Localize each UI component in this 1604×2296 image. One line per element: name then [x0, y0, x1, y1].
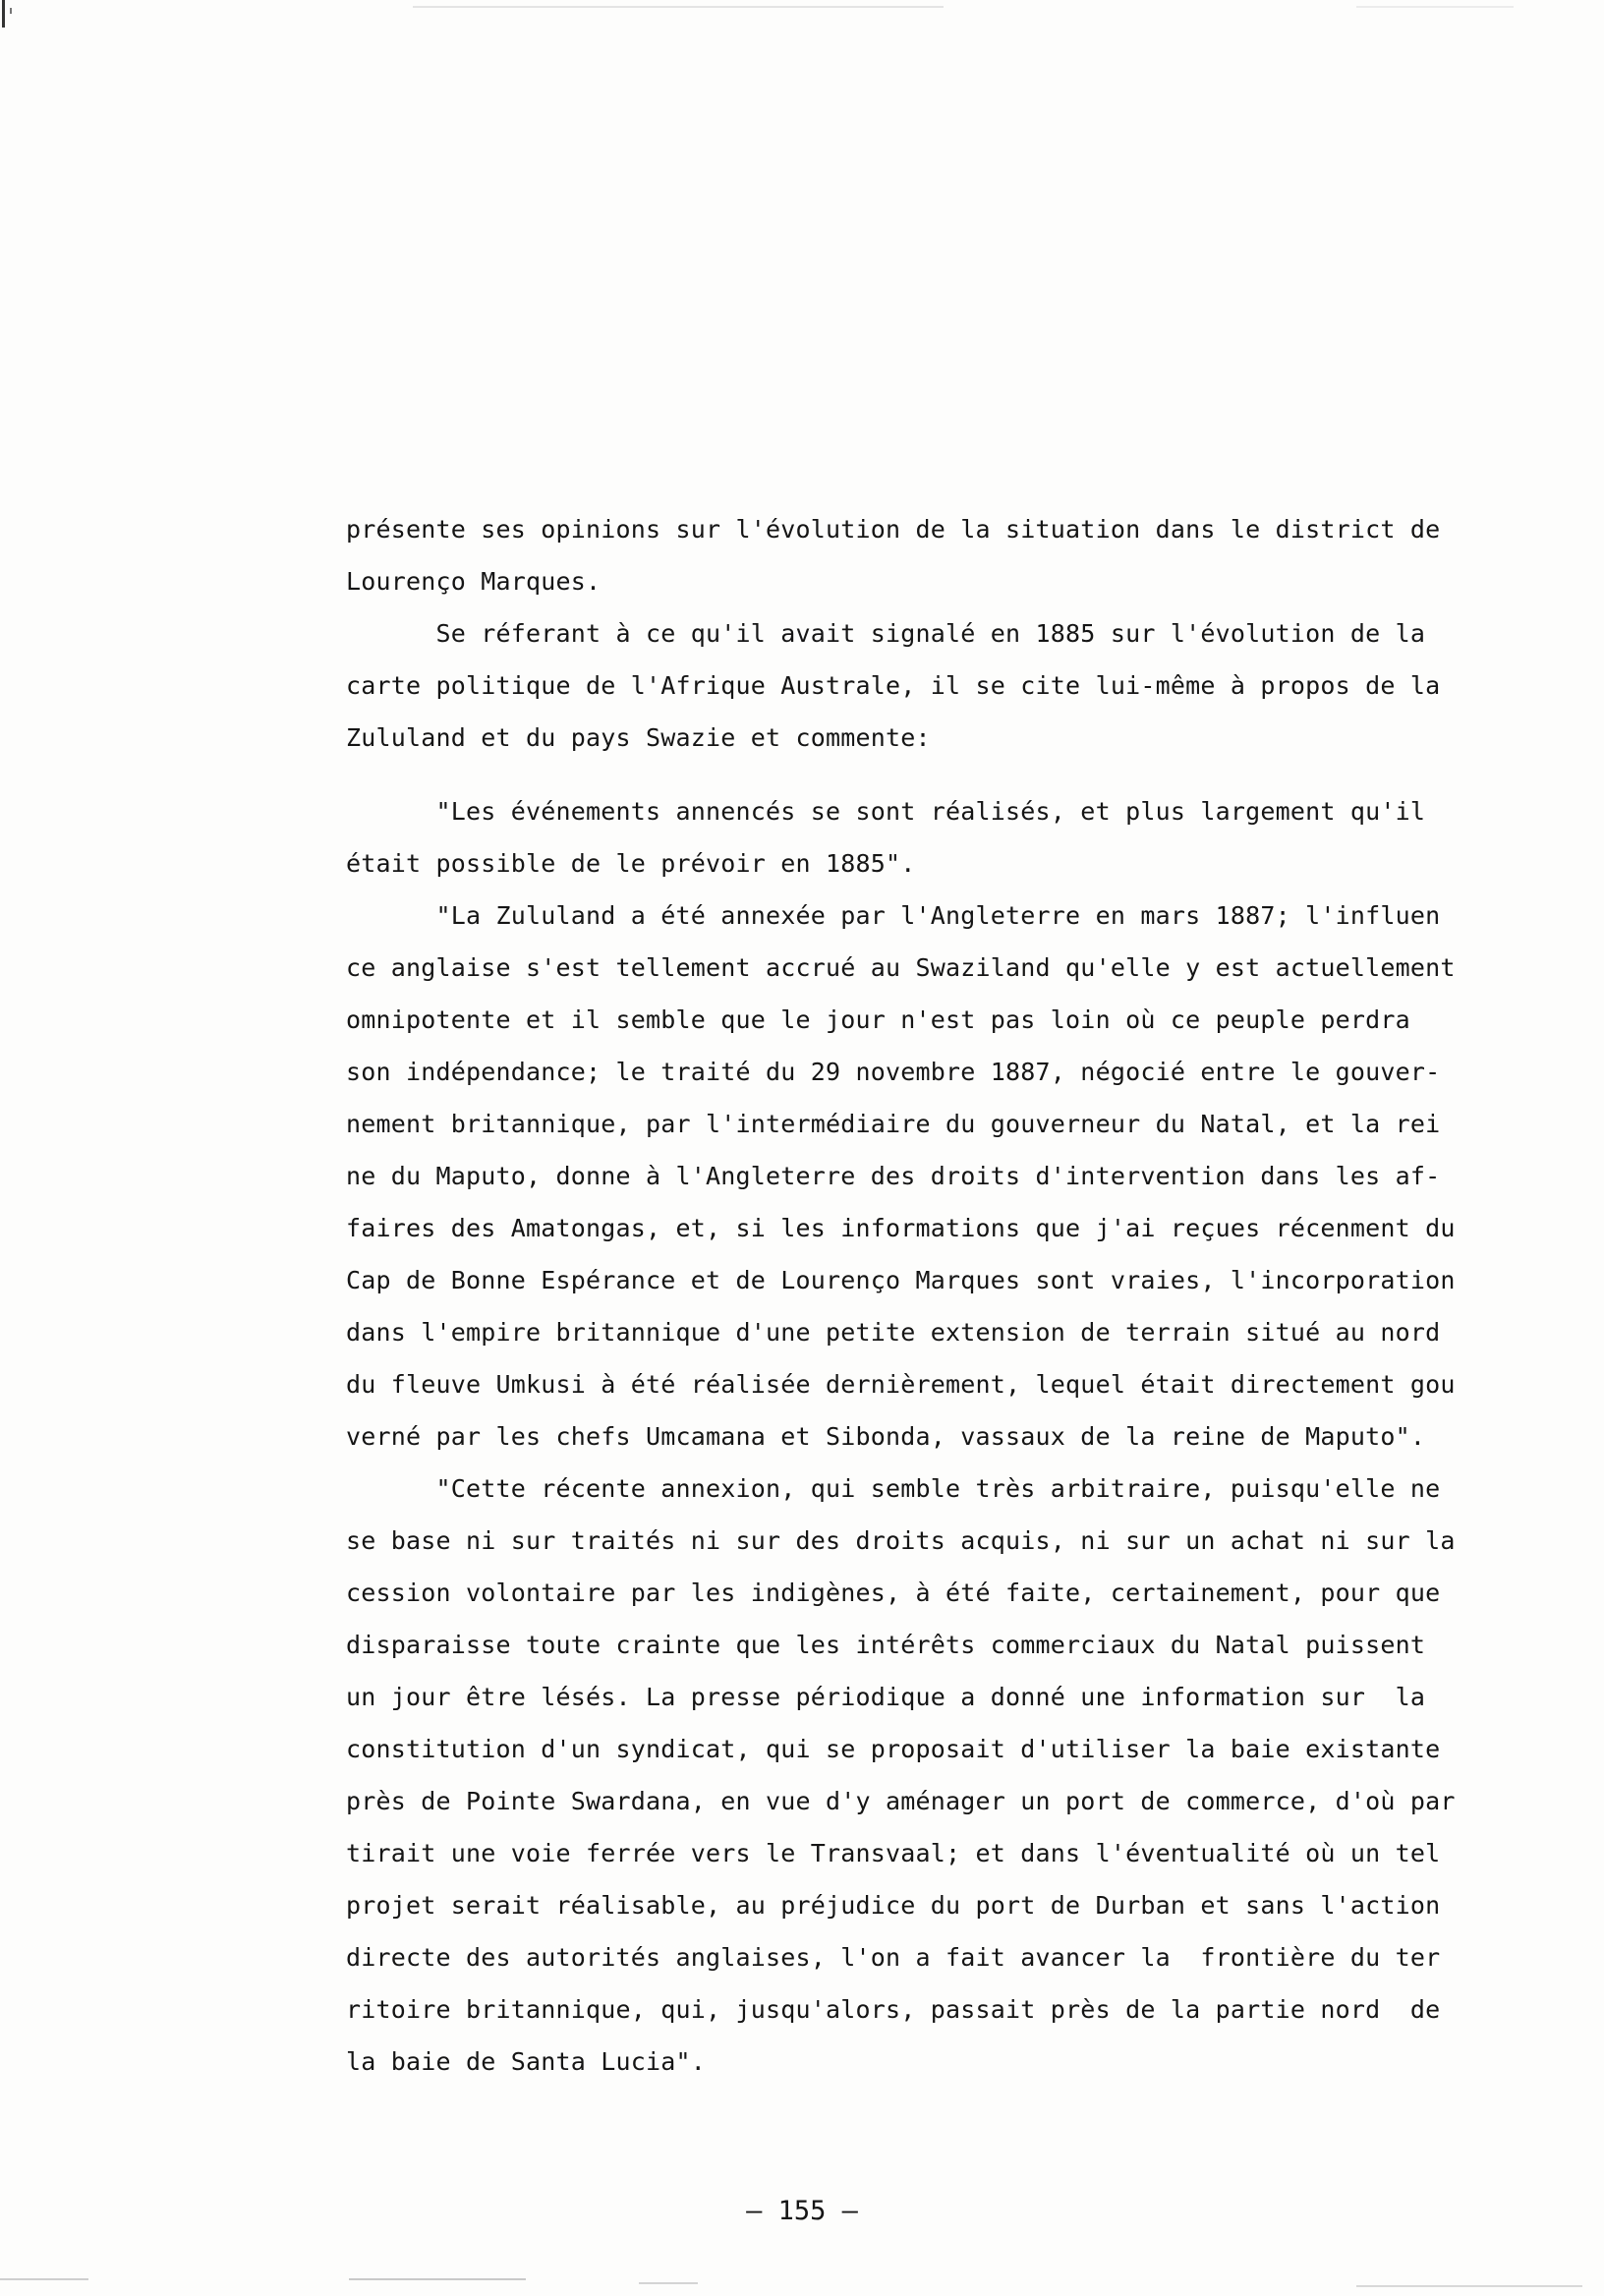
text-line: dans l'empire britannique d'une petite extension de terrain situé au nord: [346, 1318, 1441, 1347]
text-line: présente ses opinions sur l'évolution de la situation dans le district de: [346, 515, 1441, 544]
text-line: omnipotente et il semble que le jour n'est pas loin où ce peuple perdra: [346, 1005, 1410, 1034]
body-text: [346, 503, 1486, 2088]
text-line: verné par les chefs Umcamana et Sibonda, vassaux de la reine de Maputo".: [346, 1422, 1426, 1451]
text-line: nement britannique, par l'intermédiaire du gouverneur du Natal, et la rei: [346, 1110, 1441, 1138]
text-line: tirait une voie ferrée vers le Transvaal; et dans l'éventualité où un tel: [346, 1839, 1441, 1867]
scan-edge-mark: [2, 0, 5, 28]
text-line: "Cette récente annexion, qui semble très arbitraire, puisqu'elle ne: [346, 1474, 1441, 1503]
text-line: était possible de le prévoir en 1885".: [346, 849, 916, 878]
scan-noise: [1356, 6, 1514, 8]
scan-noise: [1356, 2285, 1582, 2287]
text-line: "La Zululand a été annexée par l'Angleterre en mars 1887; l'influen: [346, 901, 1441, 930]
scan-noise: [639, 2282, 698, 2284]
scan-edge-mark: [10, 8, 12, 14]
text-line: se base ni sur traités ni sur des droits acquis, ni sur un achat ni sur la: [346, 1526, 1456, 1555]
text-line: faires des Amatongas, et, si les informations que j'ai reçues récenment du: [346, 1214, 1456, 1242]
text-line: Lourenço Marques.: [346, 567, 602, 596]
paragraph-gap: [346, 764, 1486, 785]
text-line: ritoire britannique, qui, jusqu'alors, passait près de la partie nord de: [346, 1995, 1441, 2024]
text-line: la baie de Santa Lucia".: [346, 2047, 707, 2076]
scan-noise: [349, 2278, 526, 2280]
text-line: du fleuve Umkusi à été réalisée dernièrement, lequel était directement gou: [346, 1370, 1456, 1399]
text-line: cession volontaire par les indigènes, à été faite, certainement, pour que: [346, 1578, 1441, 1607]
text-line: son indépendance; le traité du 29 novembre 1887, négocié entre le gouver-: [346, 1058, 1441, 1086]
text-line: Se réferant à ce qu'il avait signalé en 1885 sur l'évolution de la: [346, 619, 1426, 648]
text-line: un jour être lésés. La presse périodique a donné une information sur la: [346, 1683, 1426, 1711]
text-line: directe des autorités anglaises, l'on a fait avancer la frontière du ter: [346, 1943, 1441, 1972]
text-line: Zululand et du pays Swazie et commente:: [346, 723, 931, 752]
text-line: près de Pointe Swardana, en vue d'y aménager un port de commerce, d'où par: [346, 1787, 1456, 1815]
text-line: disparaisse toute crainte que les intérêts commerciaux du Natal puissent: [346, 1631, 1426, 1659]
text-line: projet serait réalisable, au préjudice du port de Durban et sans l'action: [346, 1891, 1441, 1920]
text-line: Cap de Bonne Espérance et de Lourenço Marques sont vraies, l'incorporation: [346, 1266, 1456, 1294]
text-line: constitution d'un syndicat, qui se proposait d'utiliser la baie existante: [346, 1735, 1441, 1763]
text-line: "Les événements annencés se sont réalisés, et plus largement qu'il: [346, 797, 1426, 826]
text-line: ne du Maputo, donne à l'Angleterre des droits d'intervention dans les af-: [346, 1162, 1441, 1190]
page-number: – 155 –: [746, 2196, 858, 2226]
text-line: carte politique de l'Afrique Australe, il se cite lui-même à propos de la: [346, 671, 1441, 700]
scan-noise: [413, 6, 944, 8]
scan-noise: [0, 2278, 88, 2280]
text-line: ce anglaise s'est tellement accrué au Swaziland qu'elle y est actuellement: [346, 953, 1456, 982]
